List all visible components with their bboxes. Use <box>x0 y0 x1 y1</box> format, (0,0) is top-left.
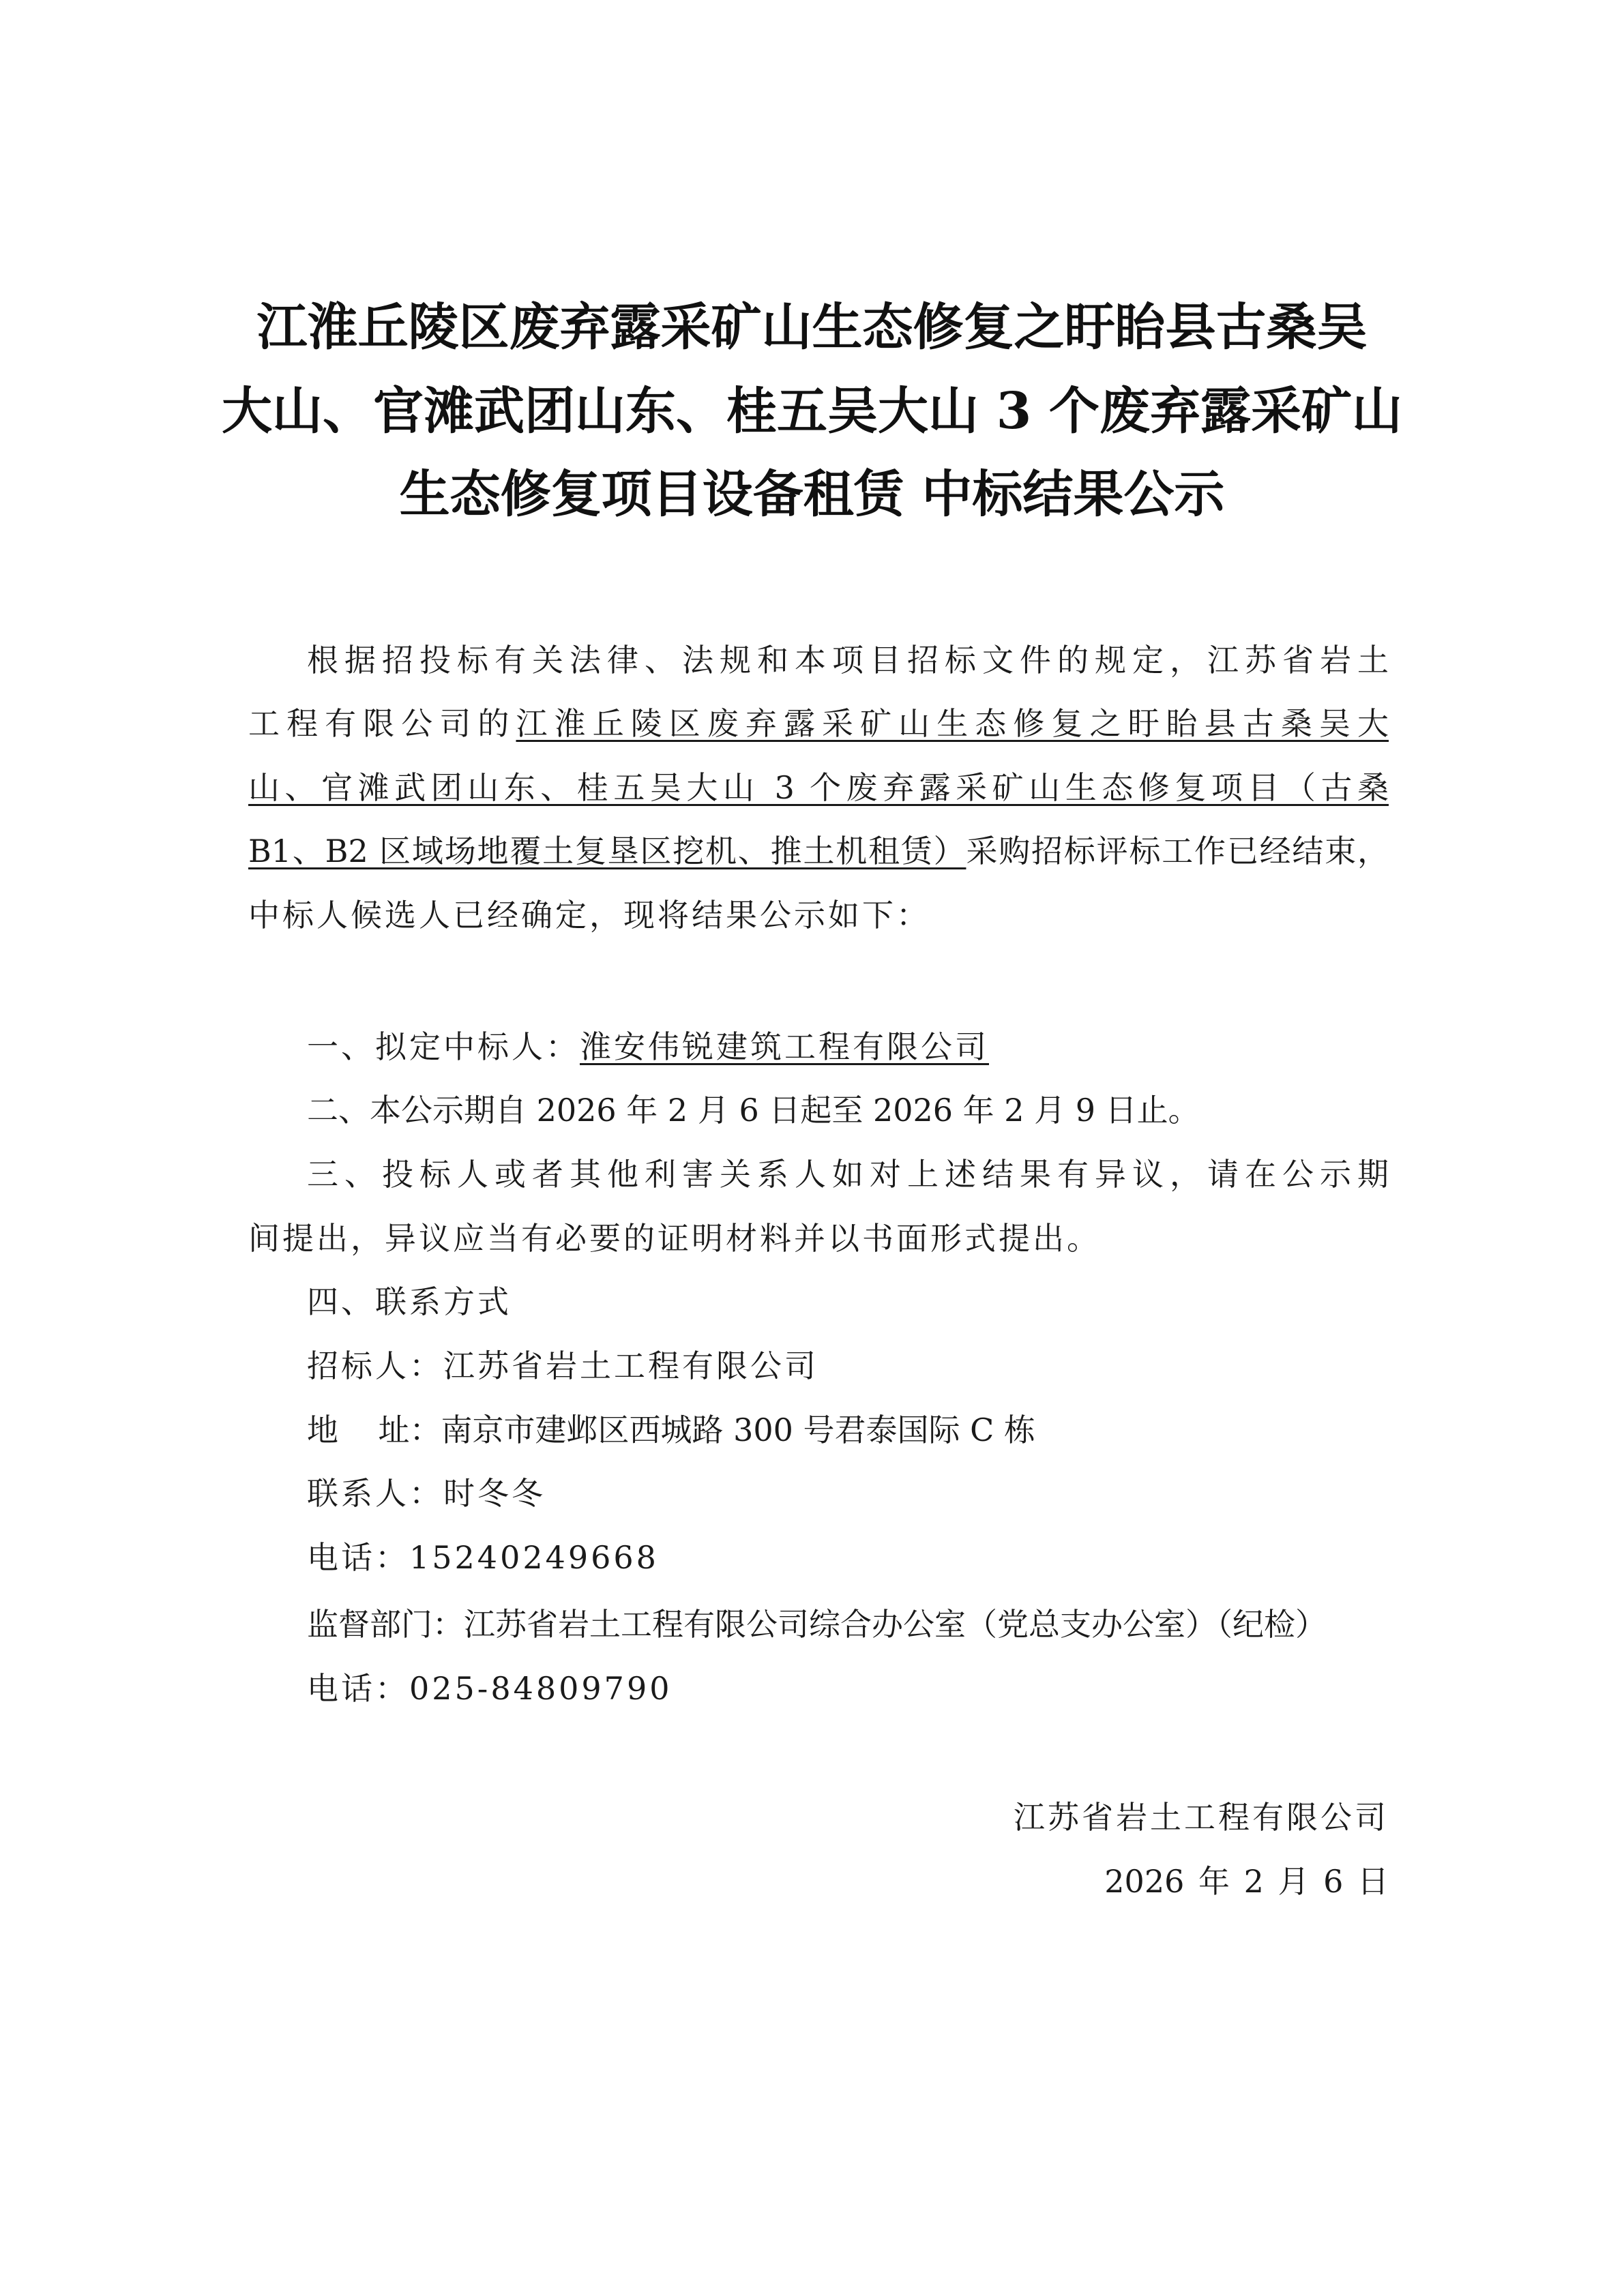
signature-company: 江苏省岩土工程有限公司 <box>1014 1799 1389 1836</box>
project-name-part-3: B1、B2 区域场地覆土复垦区挖机、推土机租赁） <box>248 833 966 869</box>
item-1 <box>307 1026 1389 1067</box>
title-line-2: 大山、官滩武团山东、桂五吴大山 3 个废弃露采矿山 <box>221 382 1402 441</box>
contact-supervision-phone: 电话：025-84809790 <box>307 1670 673 1707</box>
title-line-3: 生态修复项目设备租赁 中标结果公示 <box>399 465 1225 524</box>
item-3-line-1: 三、投标人或者其他利害关系人如对上述结果有异议，请在公示期 <box>307 1156 1389 1193</box>
contact-phone: 电话：15240249668 <box>307 1539 659 1576</box>
intro-line-4-suffix: 采购招标评标工作已经结束， <box>966 833 1389 869</box>
intro-line-4 <box>248 831 1389 871</box>
project-name-part-1: 江淮丘陵区废弃露采矿山生态修复之盱眙县古桑吴大 <box>516 705 1389 742</box>
intro-line-3 <box>248 767 1389 808</box>
intro-line-1: 根据招投标有关法律、法规和本项目招标文件的规定，江苏省岩土 <box>307 642 1389 679</box>
intro-line-5: 中标人候选人已经确定，现将结果公示如下： <box>248 897 930 934</box>
project-name-part-2: 山、官滩武团山东、桂五吴大山 3 个废弃露采矿山生态修复项目（古桑 <box>248 769 1389 806</box>
contact-address: 地 址：南京市建邺区西城路 300 号君泰国际 C 栋 <box>307 1412 1035 1448</box>
title-line-1: 江淮丘陵区废弃露采矿山生态修复之盱眙县古桑吴 <box>256 298 1368 357</box>
item-1-label: 一、拟定中标人： <box>307 1028 580 1065</box>
contact-person: 联系人：时冬冬 <box>307 1475 546 1512</box>
intro-line-2-prefix: 工程有限公司的 <box>248 705 516 742</box>
winning-bidder: 淮安伟锐建筑工程有限公司 <box>580 1028 989 1065</box>
contact-tenderer: 招标人：江苏省岩土工程有限公司 <box>307 1347 818 1384</box>
signature-date: 2026 年 2 月 6 日 <box>1104 1863 1389 1900</box>
item-4-heading: 四、联系方式 <box>307 1283 512 1320</box>
item-2: 二、本公示期自 2026 年 2 月 6 日起至 2026 年 2 月 9 日止。 <box>307 1092 1200 1129</box>
contact-supervision: 监督部门：江苏省岩土工程有限公司综合办公室（党总支办公室）（纪检） <box>307 1606 1327 1643</box>
intro-line-2 <box>248 703 1389 744</box>
item-3-line-2: 间提出，异议应当有必要的证明材料并以书面形式提出。 <box>248 1220 1101 1257</box>
